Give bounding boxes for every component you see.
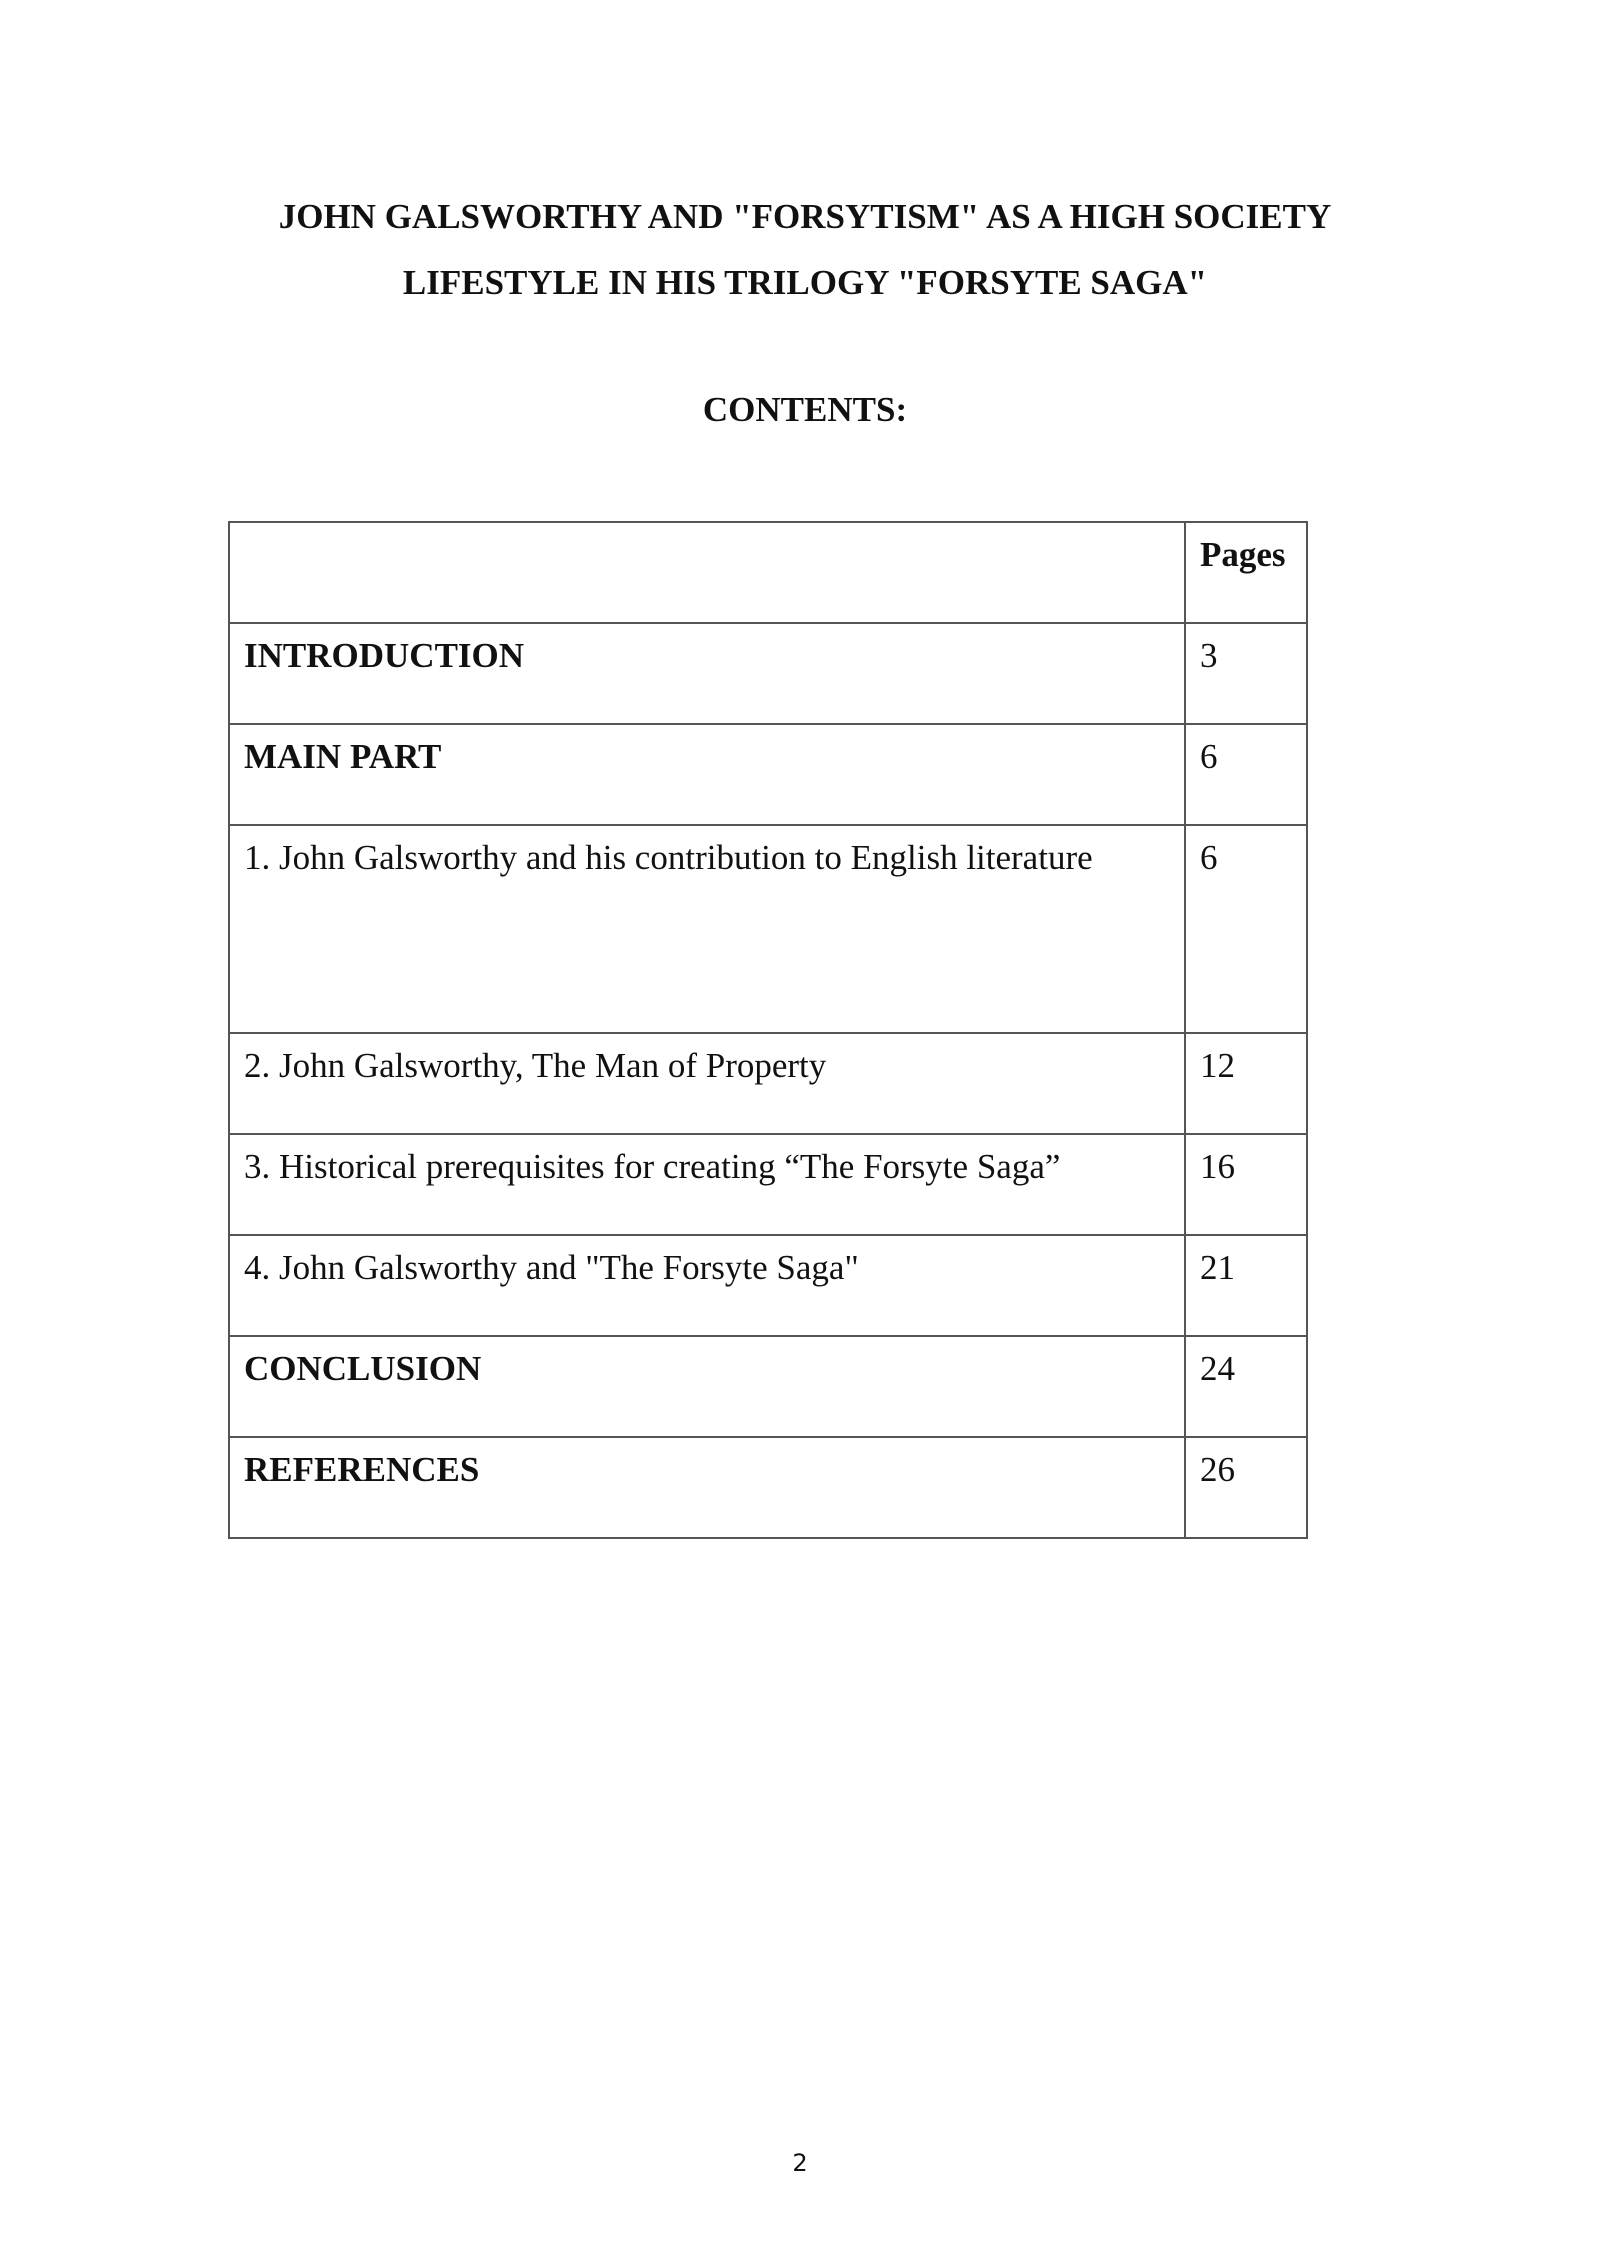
toc-section-1: 1. John Galsworthy and his contribution to English literature (229, 825, 1185, 1033)
table-of-contents (228, 521, 1308, 1539)
table-row (229, 1235, 1307, 1336)
toc-page-3: 16 (1185, 1134, 1307, 1235)
toc-page-2: 12 (1185, 1033, 1307, 1134)
toc-page-conclusion: 24 (1185, 1336, 1307, 1437)
toc-page-4: 21 (1185, 1235, 1307, 1336)
document-title (180, 184, 1430, 316)
toc-page-introduction: 3 (1185, 623, 1307, 724)
table-row (229, 825, 1307, 1033)
toc-section-conclusion: CONCLUSION (229, 1336, 1185, 1437)
title-line-2: LIFESTYLE IN HIS TRILOGY "FORSYTE SAGA" (402, 263, 1208, 302)
toc-section-3: 3. Historical prerequisites for creating “The Forsyte Saga” (229, 1134, 1185, 1235)
toc-section-2: 2. John Galsworthy, The Man of Property (229, 1033, 1185, 1134)
page-number: 2 (792, 2149, 808, 2177)
toc-page-main-part: 6 (1185, 724, 1307, 825)
toc-page-references: 26 (1185, 1437, 1307, 1538)
toc-section-4: 4. John Galsworthy and "The Forsyte Saga" (229, 1235, 1185, 1336)
table-row (229, 1437, 1307, 1538)
toc-page-1: 6 (1185, 825, 1307, 1033)
table-row (229, 623, 1307, 724)
toc-section-main-part: MAIN PART (229, 724, 1185, 825)
table-row (229, 1336, 1307, 1437)
table-row (229, 724, 1307, 825)
table-row (229, 1033, 1307, 1134)
toc-header-section (229, 522, 1185, 623)
title-line-1: JOHN GALSWORTHY AND "FORSYTISM" AS A HIGH SOCIETY (278, 197, 1332, 236)
toc-header-row (229, 522, 1307, 623)
toc-section-references: REFERENCES (229, 1437, 1185, 1538)
table-row (229, 1134, 1307, 1235)
contents-heading: CONTENTS: (702, 390, 908, 429)
toc-section-introduction: INTRODUCTION (229, 623, 1185, 724)
toc-header-pages: Pages (1185, 522, 1307, 623)
